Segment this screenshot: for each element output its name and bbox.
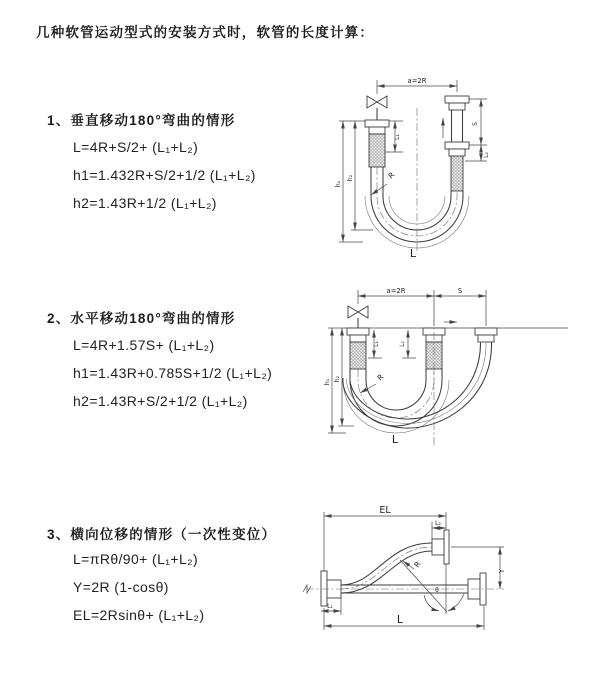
d3-dim-l2-label: L₂ bbox=[435, 520, 441, 527]
d1-dim-a2r-label: a=2R bbox=[407, 77, 427, 85]
section2-formula-l: L=4R+1.57S+ (L₁+L₂) bbox=[73, 337, 215, 353]
d2-valve-icon bbox=[348, 306, 368, 328]
d2-dimension-a2r bbox=[358, 287, 486, 326]
d1-dimension-s bbox=[465, 99, 487, 161]
d2-length-label: L bbox=[391, 433, 399, 446]
d2-dim-l1-label: L₁ bbox=[373, 341, 380, 347]
d1-length-label: L bbox=[409, 247, 417, 260]
d1-radius-label: R bbox=[386, 170, 397, 181]
d1-dimension-a2r bbox=[377, 77, 457, 94]
d2-radius-callout bbox=[360, 372, 385, 393]
d2-dim-h1-label: h₁ bbox=[324, 378, 331, 386]
d2-dimension-l1 bbox=[368, 330, 382, 358]
d2-right-pipe-assembly bbox=[475, 328, 497, 342]
d3-dim-el-label: EL bbox=[379, 505, 391, 516]
d1-dim-h1-label: h₁ bbox=[335, 180, 342, 188]
d2-radius-label: R bbox=[375, 372, 386, 383]
d1-dim-l2-label: L₂ bbox=[483, 152, 490, 158]
d3-angle-construction bbox=[400, 560, 464, 614]
d3-radius-callout bbox=[403, 560, 423, 569]
section1-formula-h2: h2=1.43R+1/2 (L₁+L₂) bbox=[73, 195, 217, 211]
d2-dim-a2r-label: a=2R bbox=[386, 287, 406, 295]
d3-dimension-l bbox=[324, 606, 484, 630]
d2-dim-s-label: S bbox=[457, 287, 463, 295]
d2-dimension-s bbox=[434, 287, 486, 296]
d3-length-label: L bbox=[396, 613, 404, 626]
d2-dim-l2-label: L₂ bbox=[399, 341, 406, 347]
d1-valve-icon bbox=[367, 96, 387, 120]
section1-heading: 1、垂直移动180°弯曲的情形 bbox=[47, 113, 236, 128]
diagram-horizontal-180-bend bbox=[310, 282, 600, 454]
d3-angle-theta-label: θ bbox=[435, 587, 439, 594]
section3-formula-el: EL=2Rsinθ+ (L₁+L₂) bbox=[73, 607, 205, 623]
d1-dim-s-label: S bbox=[472, 122, 479, 126]
d1-dimension-l2 bbox=[481, 145, 490, 161]
section1-formula-h1: h1=1.432R+S/2+1/2 (L₁+L₂) bbox=[73, 167, 256, 183]
page-title: 几种软管运动型式的安装方式时，软管的长度计算： bbox=[36, 25, 375, 40]
d1-radius-callout bbox=[371, 170, 396, 195]
section3-heading: 3、横向位移的情形（一次性变位） bbox=[47, 527, 277, 542]
d2-dim-h2-label: h₂ bbox=[334, 375, 341, 383]
diagram-lateral-displacement bbox=[296, 502, 600, 646]
section3-formula-l: L=πRθ/90+ (L₁+L₂) bbox=[73, 551, 199, 567]
d3-dim-l1-label: L₁ bbox=[327, 603, 333, 610]
d1-dim-h2-label: h₂ bbox=[347, 174, 354, 182]
section1-formula-l: L=4R+S/2+ (L₁+L₂) bbox=[73, 139, 199, 155]
d1-left-pipe-assembly bbox=[365, 120, 389, 167]
d3-left-flange bbox=[321, 571, 341, 606]
d1-dim-l1-label: L₁ bbox=[394, 134, 401, 140]
d2-left-pipe-assembly bbox=[347, 328, 369, 369]
d3-upper-flange bbox=[432, 530, 449, 564]
d1-right-pipe-assembly bbox=[445, 96, 469, 191]
diagram-vertical-180-bend bbox=[315, 72, 600, 264]
d2-dimension-l2 bbox=[399, 330, 416, 358]
section2-formula-h1: h1=1.43R+0.785S+1/2 (L₁+L₂) bbox=[73, 365, 273, 381]
d3-radius-label: R bbox=[412, 559, 423, 570]
section2-heading: 2、水平移动180°弯曲的情形 bbox=[47, 311, 236, 326]
section2-formula-h2: h2=1.43R+S/2+1/2 (L₁+L₂) bbox=[73, 393, 248, 409]
section3-formula-y: Y=2R (1-cosθ) bbox=[73, 579, 169, 595]
d3-dim-y-label: Y bbox=[498, 568, 506, 574]
